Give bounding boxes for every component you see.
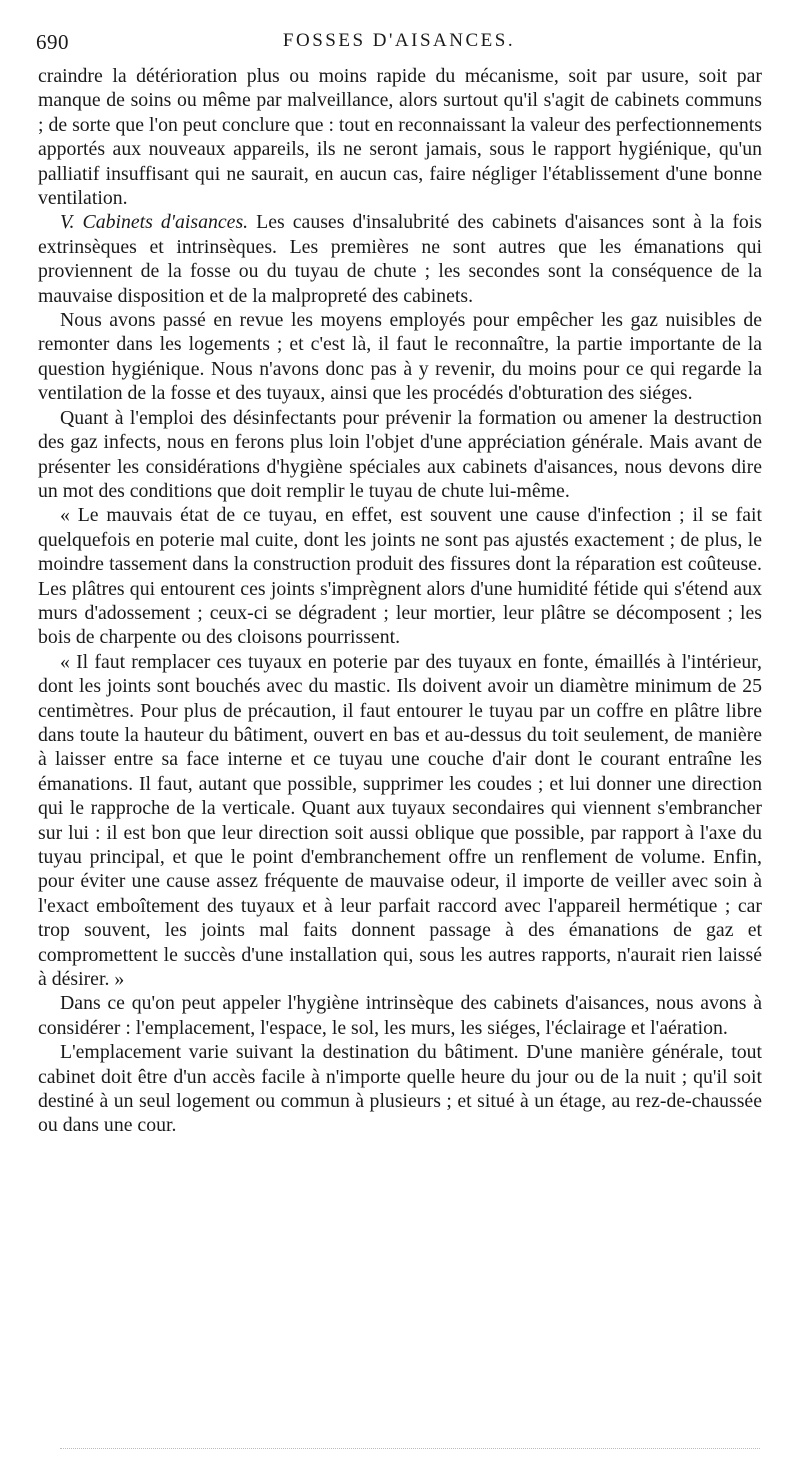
paragraph: Quant à l'emploi des désinfectants pour prévenir la formation ou amener la destruction des gaz infects, nous en ferons plus loin l'objet d'une appréciation générale. Mais avant de présenter les considérations d'hygiène spéciales aux cabinets d'aisances, nous devons dire un mot des conditions que doit remplir le tuyau de chute lui-même. — [38, 406, 762, 502]
quoted-paragraph: « Il faut remplacer ces tuyaux en poterie par des tuyaux en fonte, émaillés à l'intérieur, dont les joints sont bouchés avec du mastic. Ils doivent avoir un diamètre minimum de 25 centimètres. Pour plus de précaution, il faut entourer le tuyau par un coffre en plâtre libre dans toute la hauteur du bâtiment, ouvert en bas et au-dessus du toit seulement, de manière à laisser entre sa face interne et ce tuyau une couche d'air dont le courant entraîne les émanations. Il faut, autant que possible, supprimer les coudes ; et lui donner une direction qui le rapproche de la verticale. Quant aux tuyaux secondaires qui viennent s'embrancher sur lui : il est bon que leur direction soit aussi oblique que possible, par rapport à l'axe du tuyau principal, et que le point d'embranchement offre un renflement de volume. Enfin, pour éviter une cause assez fréquente de mauvaise odeur, il importe de veiller avec soin à l'exact emboîtement des tuyaux et à leur parfait raccord avec l'appareil hermétique ; car trop souvent, les joints mal faits donnent passage à des émanations de gaz et compromettent le succès d'une installation qui, sous les autres rapports, n'aurait rien laissé à désirer. » — [38, 650, 762, 991]
running-head: FOSSES D'AISANCES. — [282, 30, 516, 51]
paragraph: Dans ce qu'on peut appeler l'hygiène intrinsèque des cabinets d'aisances, nous avons à considérer : l'emplacement, l'espace, le sol, les murs, les siéges, l'éclairage et l'aération. — [38, 992, 762, 1039]
paragraph-section-v — [38, 210, 762, 308]
page-header — [36, 26, 762, 60]
page-number: 690 — [36, 30, 69, 54]
body-text — [38, 64, 762, 1138]
section-v-text: Les causes d'insalubrité des cabinets d'aisances sont à la fois extrinsèques et intrinsèques. Les premières ne sont autres que les émanations qui proviennent de la fosse ou du tuyau de chute ; les secondes sont la conséquence de la mauvaise disposition et de la malpropreté des cabinets. — [38, 211, 762, 307]
section-heading: V. Cabinets d'aisances. — [60, 211, 249, 234]
quoted-paragraph: « Le mauvais état de ce tuyau, en effet, est souvent une cause d'infection ; il se fait quelquefois en poterie mal cuite, dont les joints ne sont pas ajustés exactement ; de plus, le moindre tassement dans la construction produit des fissures dont la réparation est coûteuse. Les plâtres qui entourent ces joints s'imprègnent alors d'une humidité fétide qui s'étend aux murs d'adossement ; ceux-ci se dégradent ; leur mortier, leur plâtre se décomposent ; les bois de charpente ou des cloisons pourrissent. — [38, 504, 762, 649]
bottom-divider — [60, 1448, 760, 1449]
paragraph-continued: craindre la détérioration plus ou moins rapide du mécanisme, soit par usure, soit par manque de soins ou même par malveillance, alors surtout qu'il s'agit de cabinets communs ; de sorte que l'on peut conclure que : tout en reconnaissant la valeur des perfectionnements apportés aux nouveaux appareils, ils ne seront jamais, sous le rapport hygiénique, qu'un palliatif insuffisant qui ne saurait, en aucun cas, faire négliger l'établissement d'une bonne ventilation. — [38, 65, 762, 210]
paragraph: L'emplacement varie suivant la destination du bâtiment. D'une manière générale, tout cabinet doit être d'un accès facile à n'importe quelle heure du jour ou de la nuit ; qu'il soit destiné à un seul logement ou commun à plusieurs ; et situé à un étage, au rez-de-chaussée ou dans une cour. — [38, 1041, 762, 1137]
paragraph: Nous avons passé en revue les moyens employés pour empêcher les gaz nuisibles de remonter dans les logements ; et c'est là, il faut le reconnaître, la partie importante de la question hygiénique. Nous n'avons donc pas à y revenir, du moins pour ce qui regarde la ventilation de la fosse et des tuyaux, ainsi que les procédés d'obturation des siéges. — [38, 309, 762, 405]
